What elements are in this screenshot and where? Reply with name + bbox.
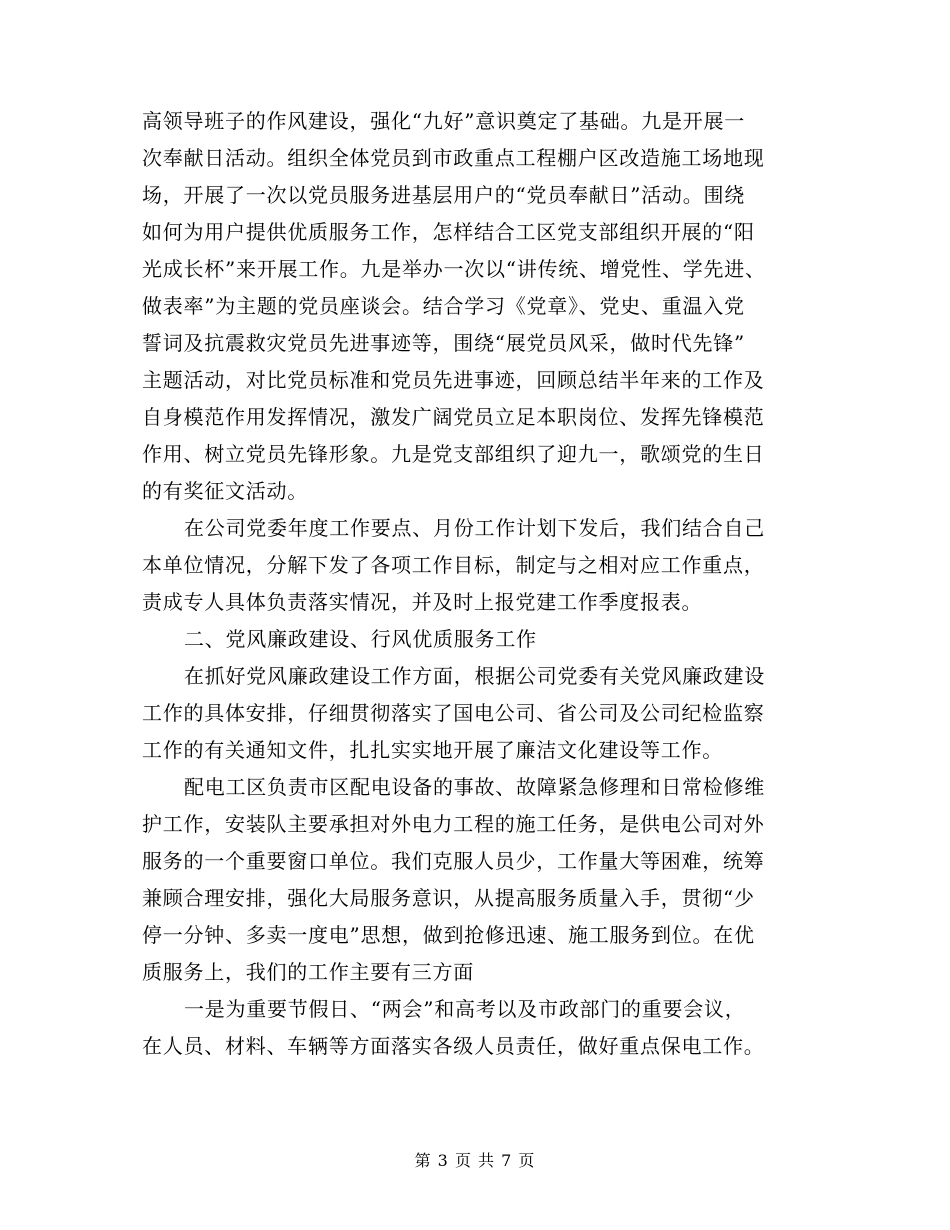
text-line: 场，开展了一次以党员服务进基层用户的“党员奉献日”活动。围绕	[142, 183, 745, 207]
paragraph-start-line: 配电工区负责市区配电设备的事故、故障紧急修理和日常检修维	[184, 775, 765, 799]
text-line: 的有奖征文活动。	[142, 479, 308, 503]
text-line: 停一分钟、多卖一度电”思想，做到抢修迅速、施工服务到位。在优	[142, 923, 755, 947]
text-line: 光成长杯”来开展工作。九是举办一次以“讲传统、增党性、学先进、	[142, 257, 766, 281]
section-heading: 二、党风廉政建设、行风优质服务工作	[184, 627, 537, 651]
text-line: 做表率”为主题的党员座谈会。结合学习《党章》、党史、重温入党	[142, 294, 745, 318]
text-line: 质服务上，我们的工作主要有三方面	[142, 960, 474, 984]
text-line: 服务的一个重要窗口单位。我们克服人员少，工作量大等困难，统筹	[142, 849, 765, 873]
text-line: 工作的有关通知文件，扎扎实实地开展了廉洁文化建设等工作。	[142, 738, 723, 762]
paragraph-start-line: 在抓好党风廉政建设工作方面，根据公司党委有关党风廉政建设	[184, 664, 765, 688]
paragraph-start-line: 在公司党委年度工作要点、月份工作计划下发后，我们结合自己	[184, 516, 765, 540]
text-line: 本单位情况，分解下发了各项工作目标，制定与之相对应工作重点，	[142, 553, 765, 577]
text-line: 工作的具体安排，仔细贯彻落实了国电公司、省公司及公司纪检监察	[142, 701, 765, 725]
text-line: 誓词及抗震救灾党员先进事迹等，围绕“展党员风采，做时代先锋”	[142, 331, 745, 355]
text-line: 自身模范作用发挥情况，激发广阔党员立足本职岗位、发挥先锋模范	[142, 405, 765, 429]
paragraph-start-line: 一是为重要节假日、“两会”和高考以及市政部门的重要会议，	[184, 997, 746, 1021]
text-line: 在人员、材料、车辆等方面落实各级人员责任，做好重点保电工作。	[142, 1034, 765, 1058]
text-line: 作用、树立党员先锋形象。九是党支部组织了迎九一，歌颂党的生日	[142, 442, 765, 466]
text-line: 护工作，安装队主要承担对外电力工程的施工任务，是供电公司对外	[142, 812, 765, 836]
document-body	[142, 103, 802, 1065]
text-line: 责成专人具体负责落实情况，并及时上报党建工作季度报表。	[142, 590, 703, 614]
text-line: 主题活动，对比党员标准和党员先进事迹，回顾总结半年来的工作及	[142, 368, 765, 392]
text-line: 次奉献日活动。组织全体党员到市政重点工程棚户区改造施工场地现	[142, 146, 765, 170]
page-footer: 第 3 页 共 7 页	[414, 1151, 536, 1170]
text-line: 兼顾合理安排，强化大局服务意识，从提高服务质量入手，贯彻“少	[142, 886, 755, 910]
text-line: 如何为用户提供优质服务工作，怎样结合工区党支部组织开展的“阳	[142, 220, 755, 244]
text-line: 高领导班子的作风建设，强化“九好”意识奠定了基础。九是开展一	[142, 109, 745, 133]
